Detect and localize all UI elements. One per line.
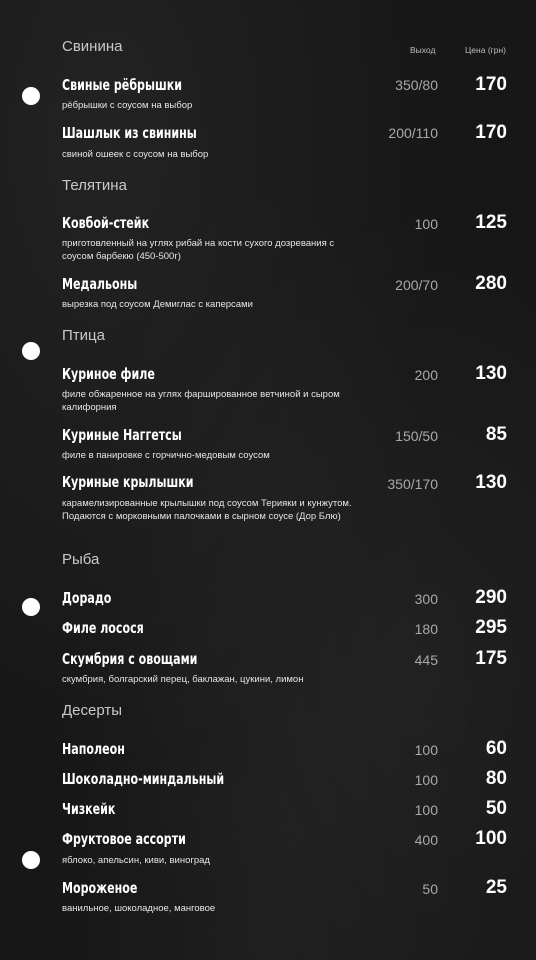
section-title-desserts: Десерты (62, 702, 123, 719)
section-title-poultry: Птица (62, 327, 105, 344)
menu-item-price: 85 (485, 424, 507, 445)
menu-item-weight: 150/50 (395, 428, 438, 444)
menu-item-weight: 100 (414, 742, 438, 758)
price-column-header: Цена (грн) (465, 45, 506, 55)
menu-item-price: 80 (485, 768, 507, 789)
menu-item-price: 25 (485, 877, 507, 898)
menu-item-name: Свиные рёбрышки (62, 76, 183, 94)
menu-item-name: Дорадо (62, 589, 112, 607)
menu-item-name: Мороженое (62, 879, 138, 897)
menu-item-name: Ковбой-стейк (62, 214, 150, 232)
menu-item-weight: 200/110 (388, 125, 438, 141)
menu-item-name: Куриные Наггетсы (62, 426, 182, 444)
menu-item-name: Медальоны (62, 275, 138, 293)
menu-item-weight: 100 (414, 216, 438, 232)
menu-item-price: 50 (485, 798, 507, 819)
section-title-fish: Рыба (62, 551, 100, 568)
menu-item-weight: 350/80 (395, 77, 438, 93)
menu-item-description: карамелизированные крылышки под соусом Терияки и кунжутом. Подаются с морковными палочками в сырном соусе (Дор Блю) (62, 498, 352, 522)
menu-item-name: Чизкейк (62, 800, 116, 818)
menu-item-price: 170 (475, 74, 507, 95)
menu-item-weight: 200/70 (395, 277, 438, 293)
section-title-pork: Свинина (62, 38, 123, 55)
menu-item-name: Шоколадно-миндальный (62, 770, 225, 788)
menu-item-name: Куриные крылышки (62, 473, 194, 491)
menu-item-price: 170 (475, 122, 507, 143)
section-title-veal: Телятина (62, 177, 127, 194)
menu-item-name: Наполеон (62, 740, 125, 758)
menu-item-weight: 400 (414, 832, 438, 848)
menu-item-weight: 180 (414, 621, 438, 637)
menu-item-name: Филе лосося (62, 619, 144, 637)
weight-column-header: Выход (410, 45, 436, 55)
punch-hole-dot (22, 87, 40, 105)
menu-item-name: Скумбрия с овощами (62, 650, 198, 668)
punch-hole-dot (22, 342, 40, 360)
menu-item-price: 295 (475, 617, 507, 638)
menu-item-price: 280 (475, 273, 507, 294)
menu-item-description: свиной ошеек с соусом на выбор (62, 149, 209, 160)
menu-item-price: 100 (475, 828, 507, 849)
menu-item-description: приготовленный на углях рибай на кости сухого дозревания с соусом барбекю (450-500г) (62, 238, 335, 262)
menu-item-name: Фруктовое ассорти (62, 830, 186, 848)
menu-item-price: 130 (475, 363, 507, 384)
menu-item-price: 125 (475, 212, 507, 233)
menu-item-weight: 445 (414, 652, 438, 668)
menu-item-weight: 100 (414, 772, 438, 788)
menu-item-price: 130 (475, 472, 507, 493)
menu-item-price: 290 (475, 587, 507, 608)
menu-item-weight: 100 (414, 802, 438, 818)
menu-item-description: ванильное, шоколадное, манговое (62, 903, 216, 914)
menu-item-description: рёбрышки с соусом на выбор (62, 100, 193, 111)
menu-item-price: 175 (475, 648, 507, 669)
menu-item-name: Куриное филе (62, 365, 155, 383)
menu-item-description: яблоко, апельсин, киви, виноград (62, 855, 210, 866)
menu-item-description: филе в панировке с горчично-медовым соусом (62, 450, 270, 461)
menu-item-weight: 350/170 (387, 476, 438, 492)
punch-hole-dot (22, 598, 40, 616)
menu-item-description: филе обжаренное на углях фаршированное ветчиной и сыром калифорния (62, 389, 340, 413)
punch-hole-dot (22, 851, 40, 869)
menu-item-name: Шашлык из свинины (62, 124, 197, 142)
menu-item-description: вырезка под соусом Демиглас с каперсами (62, 299, 253, 310)
menu-item-weight: 300 (414, 591, 438, 607)
menu-item-weight: 200 (414, 367, 438, 383)
menu-item-price: 60 (485, 738, 507, 759)
menu-item-weight: 50 (422, 881, 438, 897)
menu-item-description: скумбрия, болгарский перец, баклажан, цукини, лимон (62, 674, 304, 685)
